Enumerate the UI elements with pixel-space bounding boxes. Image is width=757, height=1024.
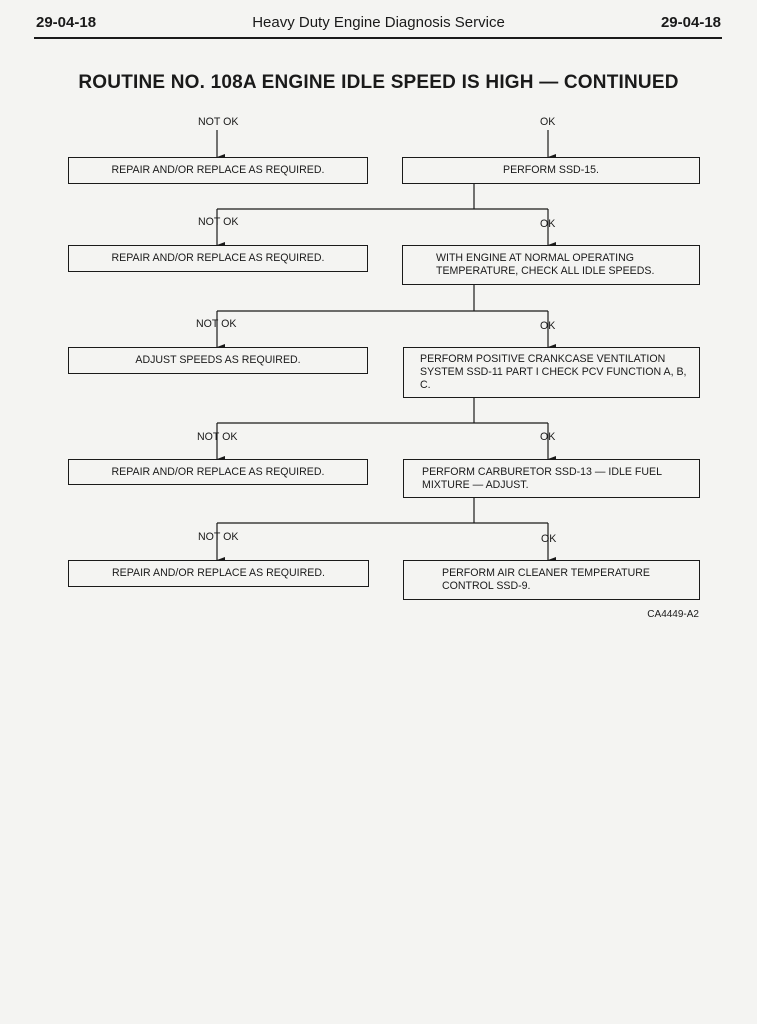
step-5-ok-text: PERFORM AIR CLEANER TEMPERATURE CONTROL SSD-9. <box>442 567 650 592</box>
routine-title: ROUTINE NO. 108A ENGINE IDLE SPEED IS HIGH — CONTINUED <box>78 72 679 93</box>
step-2-not-ok-text: REPAIR AND/OR REPLACE AS REQUIRED. <box>111 252 325 264</box>
step-5-not-ok-text: REPAIR AND/OR REPLACE AS REQUIRED. <box>112 567 325 579</box>
step-3-not-ok-text: ADJUST SPEEDS AS REQUIRED. <box>135 354 301 366</box>
not-ok-label: NOT OK <box>198 116 239 128</box>
step-5-not-ok-box <box>68 560 369 587</box>
step-1-not-ok-box <box>68 157 368 184</box>
not-ok-label: NOT OK <box>196 318 237 330</box>
step-4-not-ok-text: REPAIR AND/OR REPLACE AS REQUIRED. <box>111 465 325 478</box>
not-ok-label: NOT OK <box>197 431 238 443</box>
page-number-left: 29-04-18 <box>36 14 97 31</box>
section-title: Heavy Duty Engine Diagnosis Service <box>252 14 505 31</box>
not-ok-label: NOT OK <box>198 216 239 228</box>
ok-label: OK <box>540 320 556 332</box>
ok-label: OK <box>540 116 556 128</box>
ok-label: OK <box>540 431 556 443</box>
step-1-ok-text: PERFORM SSD-15. <box>503 164 599 176</box>
step-4-ok-text: PERFORM CARBURETOR SSD-13 — IDLE FUEL MIXTURE — ADJUST. <box>422 465 662 491</box>
step-5-ok-box <box>403 560 700 600</box>
step-1-ok-box <box>402 157 700 184</box>
page-number-right: 29-04-18 <box>660 14 721 31</box>
step-4-ok-box <box>403 459 700 498</box>
figure-id: CA4449-A2 <box>647 609 699 620</box>
not-ok-label: NOT OK <box>198 531 239 543</box>
step-2-ok-box <box>402 245 700 285</box>
step-3-not-ok-box <box>68 347 368 374</box>
step-1-not-ok-text: REPAIR AND/OR REPLACE AS REQUIRED. <box>111 164 325 176</box>
ok-label: OK <box>541 533 557 545</box>
step-2-ok-text: WITH ENGINE AT NORMAL OPERATING TEMPERATURE, CHECK ALL IDLE SPEEDS. <box>436 252 655 277</box>
step-4-not-ok-box <box>68 459 368 485</box>
ok-label: OK <box>540 218 556 230</box>
step-3-ok-box <box>403 347 700 398</box>
step-2-not-ok-box <box>68 245 368 272</box>
step-3-ok-text: PERFORM POSITIVE CRANKCASE VENTILATION SYSTEM SSD-11 PART I CHECK PCV FUNCTION A, B, C. <box>420 353 687 391</box>
